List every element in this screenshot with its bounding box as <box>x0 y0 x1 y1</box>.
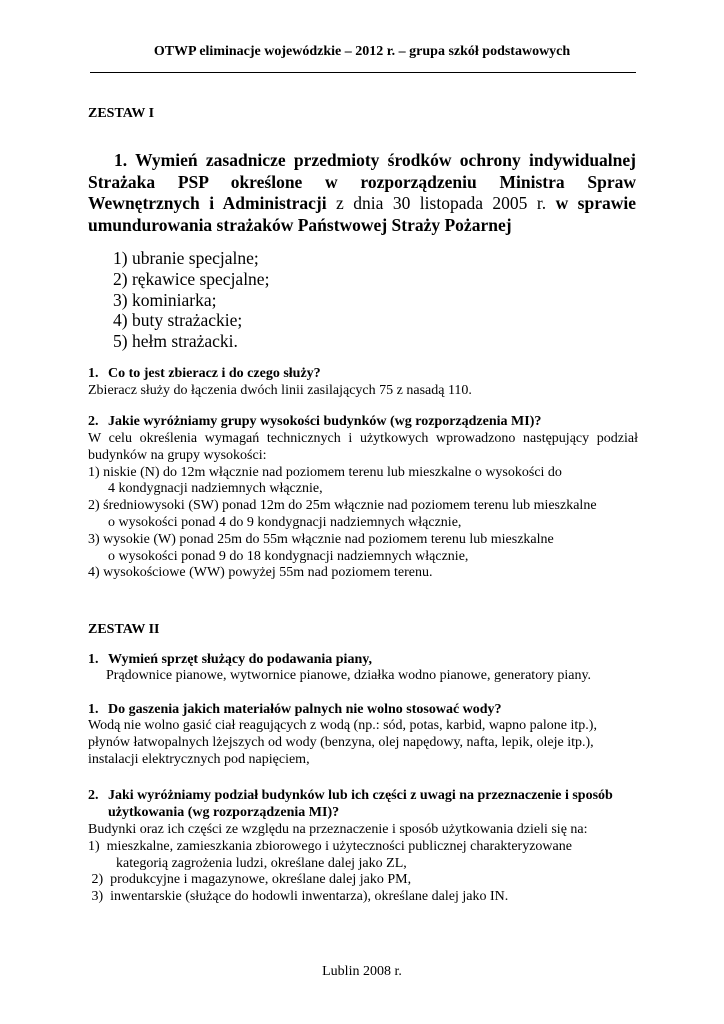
header-divider <box>90 72 636 73</box>
page-header: OTWP eliminacje wojewódzkie – 2012 r. – grupa szkół podstawowych <box>153 44 571 59</box>
set-2-question-3-title: 2. Jaki wyróżniamy podział budynków lub ich części z uwagi na przeznaczenie i sposób użytkowania (wg rozporządzenia MI)? <box>88 788 613 820</box>
list-item: 5) hełm strażacki. <box>113 331 238 352</box>
set-2-question-1-title: 1. Wymień sprzęt służący do podawania piany, <box>88 652 372 667</box>
set-1-question-1 <box>88 150 636 237</box>
set-2-question-1-answer: Prądownice pianowe, wytwornice pianowe, działka wodno pianowe, generatory piany. <box>106 668 592 683</box>
list-item: 4) buty strażackie; <box>113 310 243 331</box>
set-1-question-2-title: 1. Co to jest zbieracz i do czego służy? <box>88 366 321 381</box>
list-item: 2) rękawice specjalne; <box>113 268 270 289</box>
answer-intro: Budynki oraz ich części ze względu na przeznaczenie i sposób użytkowania dzieli się na: <box>88 822 588 837</box>
set-2-question-2-answer: Wodą nie wolno gasić ciał reagujących z wodą (np.: sód, potas, karbid, wapno palone itp.), płynów łatwopalnych lżejszych od wody (benzyna, olej napędowy, nafta, lepik, oleje itp.), instalacji elektrycznych pod napięciem, <box>88 718 597 767</box>
page-footer: Lublin 2008 r. <box>322 964 402 979</box>
list-item: 1) ubranie specjalne; <box>113 248 259 268</box>
list-item: 4) wysokościowe (WW) powyżej 55m nad poziomem terenu. <box>88 565 433 581</box>
set-2-heading: ZESTAW II <box>88 622 160 637</box>
question-1-bold-part: 1. Wymień zasadnicze przedmioty środków ochrony indywidualnej Strażaka PSP określone w rozporządzeniu Ministra Spraw Wewnętrznych i Administracji <box>88 150 636 214</box>
set-1-question-3-answer <box>88 431 638 582</box>
question-1-normal-part: z dnia 30 listopada 2005 r. <box>326 193 556 214</box>
list-item: 2) produkcyjne i magazynowe, określane dalej jako PM, <box>88 872 412 888</box>
list-item: 2) średniowysoki (SW) ponad 12m do 25m włącznie nad poziomem terenu lub mieszkalne o wysokości ponad 4 do 9 kondygnacji nadziemnych włącznie, <box>88 498 597 530</box>
list-item: 3) kominiarka; <box>113 289 217 310</box>
set-1-heading: ZESTAW I <box>88 106 155 121</box>
set-1-question-3-title: 2. Jakie wyróżniamy grupy wysokości budynków (wg rozporządzenia MI)? <box>88 414 542 429</box>
question-1-bold-part-2: w sprawie umundurowania strażaków Państwowej Straży Pożarnej <box>88 193 636 236</box>
protective-items-list <box>113 248 269 352</box>
set-2-question-3-answer <box>88 822 638 906</box>
list-item: 3) wysokie (W) ponad 25m do 55m włącznie nad poziomem terenu lub mieszkalne o wysokości ponad 9 do 18 kondygnacji nadziemnych włącznie, <box>88 531 554 564</box>
set-2-question-2-title: 1. Do gaszenia jakich materiałów palnych nie wolno stosować wody? <box>88 702 502 717</box>
list-item: 1) niskie (N) do 12m włącznie nad poziomem terenu lub mieszkalne o wysokości do 4 kondygnacji nadziemnych włącznie, <box>88 464 562 497</box>
list-item: 3) inwentarskie (służące do hodowli inwentarza), określane dalej jako IN. <box>88 889 509 905</box>
list-item: 1) mieszkalne, zamieszkania zbiorowego i użyteczności publicznej charakteryzowane kategorią zagrożenia ludzi, określane dalej jako ZL, <box>88 838 572 871</box>
set-1-question-2-answer: Zbieracz służy do łączenia dwóch linii zasilających 75 z nasadą 110. <box>88 383 472 398</box>
answer-intro: W celu określenia wymagań technicznych i użytkowych wprowadzono następujący podział budynków na grupy wysokości: <box>88 431 638 463</box>
